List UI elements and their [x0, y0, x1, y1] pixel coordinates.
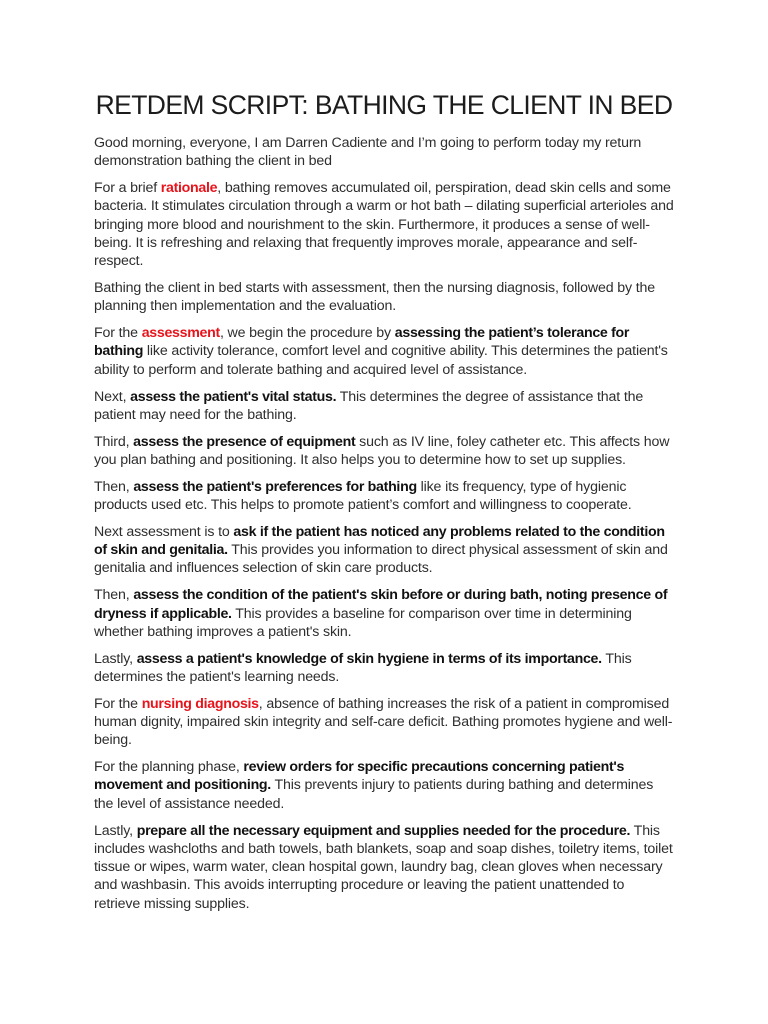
text-segment: For the planning phase,	[94, 759, 244, 776]
text-segment: This determines the degree of assistance that the patient may need for the bathing.	[94, 388, 644, 423]
text-segment: This provides you information to direct physical assessment of skin and genitalia and influences selection of skin care products.	[94, 542, 668, 577]
text-segment: Good morning, everyone, I am Darren Cadiente and I’m going to perform today my return demonstration bathing the client in bed	[94, 135, 642, 170]
document-title: RETDEM SCRIPT: BATHING THE CLIENT IN BED	[95, 90, 673, 120]
text-segment: like its frequency, type of hygienic products used etc. This helps to promote patient’s comfort and willingness to cooperate.	[94, 478, 632, 514]
bold-phrase: prepare all the necessary equipment and supplies needed for the procedure.	[136, 822, 631, 839]
section-keyword: assessment	[141, 325, 220, 342]
paragraph-assessment-knowledge	[94, 650, 674, 687]
paragraph-assessment-problems	[94, 523, 674, 578]
bold-phrase: assess the patient's vital status.	[130, 388, 337, 405]
paragraph-assessment-equipment	[94, 433, 674, 470]
paragraph-rationale	[94, 179, 674, 270]
text-segment: Then,	[94, 587, 134, 604]
bold-phrase: assess a patient's knowledge of skin hygiene in terms of its importance.	[136, 650, 602, 667]
paragraph-assessment-vital	[94, 388, 674, 425]
text-segment: This determines the patient's learning needs.	[94, 650, 632, 685]
paragraph-overview	[94, 279, 674, 316]
text-segment: For the	[94, 695, 142, 712]
text-segment: For the	[94, 325, 142, 342]
paragraph-intro	[94, 134, 674, 171]
text-segment: This includes washcloths and bath towels, bath blankets, soap and soap dishes, toiletry items, toilet tissue or wipes, warm water, clean hospital gown, laundry bag, clean gloves when necessary and washbasin. This avoids interrupting procedure or leaving the patient unattended to retrieve missing supplies.	[94, 822, 673, 912]
bold-phrase: assessing the patient’s tolerance for bathing	[94, 325, 630, 360]
text-segment: Next assessment is to	[94, 523, 234, 540]
text-segment: Third,	[94, 433, 134, 450]
text-segment: Next,	[94, 388, 131, 405]
section-keyword: nursing diagnosis	[141, 695, 259, 712]
paragraph-planning-equipment	[94, 822, 674, 913]
paragraph-assessment-tolerance	[94, 324, 674, 379]
bold-phrase: assess the patient's preferences for bathing	[133, 478, 417, 495]
text-segment: This provides a baseline for comparison over time in determining whether bathing improves a patient's skin.	[94, 605, 632, 640]
text-segment: For a brief	[94, 180, 161, 197]
text-segment: such as IV line, foley catheter etc. This affects how you plan bathing and positioning. It also helps you to determine how to set up supplies.	[94, 433, 670, 468]
bold-phrase: review orders for specific precautions concerning patient's movement and positioning.	[94, 759, 625, 794]
paragraph-nursing-diagnosis	[94, 695, 674, 750]
text-segment: , absence of bathing increases the risk of a patient in compromised human dignity, impaired skin integrity and self-care deficit. Bathing promotes hygiene and well-being.	[94, 695, 673, 749]
text-segment: like activity tolerance, comfort level and cognitive ability. This determines the patient's ability to perform and tolerate bathing and acquired level of assistance.	[94, 343, 668, 378]
text-segment: , we begin the procedure by	[219, 325, 395, 342]
paragraph-planning-orders	[94, 758, 674, 813]
text-segment: This prevents injury to patients during bathing and determines the level of assistance needed.	[94, 777, 654, 812]
paragraph-assessment-skin-condition	[94, 586, 674, 641]
bold-phrase: ask if the patient has noticed any problems related to the condition of skin and genitalia.	[94, 523, 665, 559]
text-segment: , bathing removes accumulated oil, perspiration, dead skin cells and some bacteria. It stimulates circulation through a warm or hot bath – dilating superficial arterioles and bringing more blood and nourishment to the skin. Furthermore, it produces a sense of well-being. It is refreshing and relaxing that frequently improves morale, appearance and self-respect.	[94, 180, 674, 270]
text-segment: Bathing the client in bed starts with assessment, then the nursing diagnosis, followed by the planning then implementation and the evaluation.	[94, 280, 655, 315]
document-body	[94, 134, 674, 913]
bold-phrase: assess the presence of equipment	[133, 433, 356, 450]
paragraph-assessment-preferences	[94, 478, 674, 515]
text-segment: Lastly,	[94, 822, 137, 839]
bold-phrase: assess the condition of the patient's skin before or during bath, noting presence of dryness if applicable.	[94, 587, 668, 622]
section-keyword: rationale	[160, 180, 218, 197]
text-segment: Lastly,	[94, 650, 137, 667]
text-segment: Then,	[94, 478, 134, 495]
